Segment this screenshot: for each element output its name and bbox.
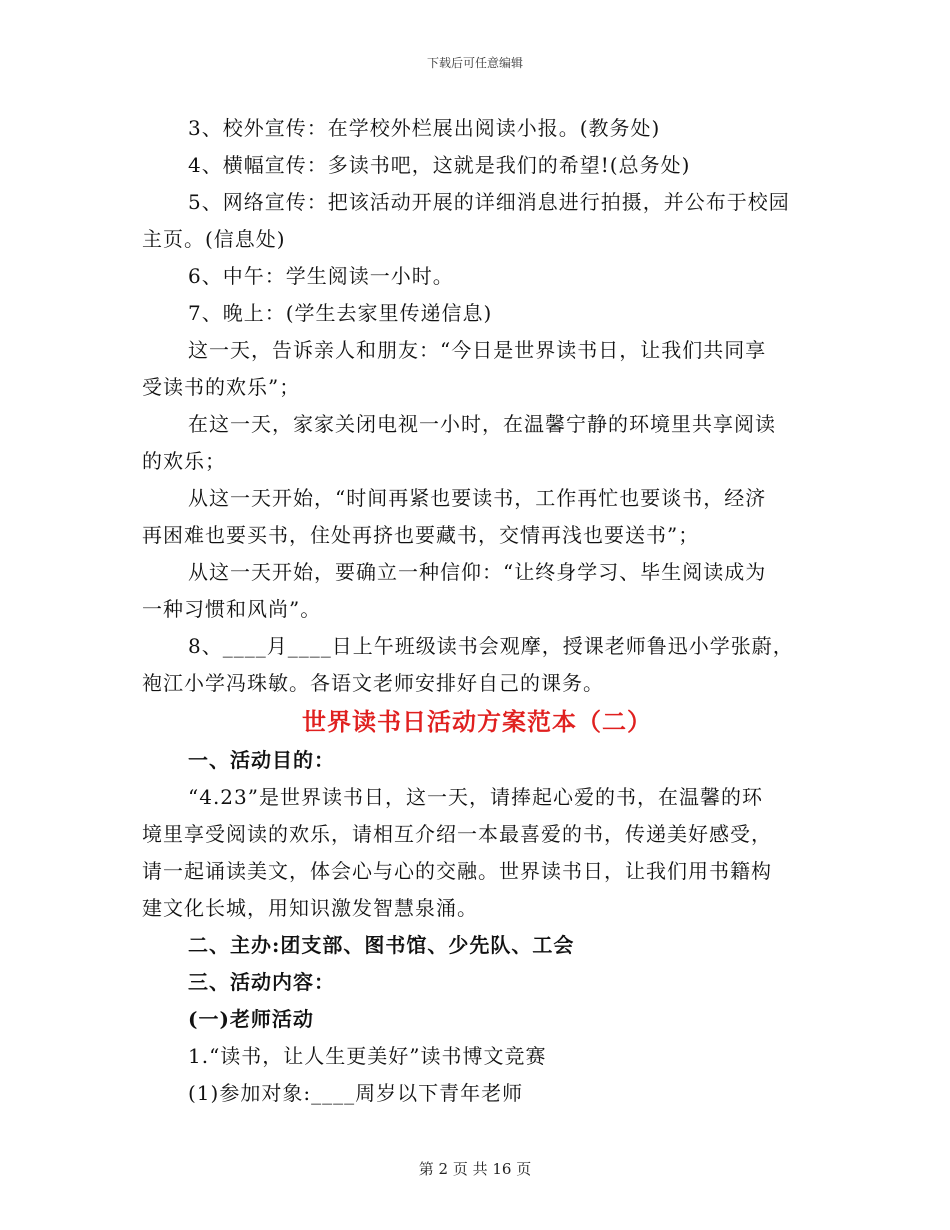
page-footer: 第 2 页 共 16 页 [418,1160,532,1178]
text-line: 建文化长城，用知识激发智慧泉涌。 [142,896,478,920]
text-line: 7、晚上：(学生去家里传递信息) [188,301,493,325]
text-line: 从这一天开始，“时间再紧也要读书，工作再忙也要谈书，经济 [188,486,767,510]
text-line: (一)老师活动 [188,1007,314,1031]
paragraphs-bottom [142,742,812,1112]
text-line: (1)参加对象:____周岁以下青年老师 [188,1081,524,1105]
text-line: 这一天，告诉亲人和朋友：“今日是世界读书日，让我们共同享 [188,338,767,362]
document-body [142,110,812,1112]
text-line: 5、网络宣传：把该活动开展的详细消息进行拍摄，并公布于校园 [188,190,790,214]
text-line: 请一起诵读美文，体会心与心的交融。世界读书日，让我们用书籍构 [142,859,772,883]
text-line: 主页。(信息处) [142,227,286,251]
text-line: 境里享受阅读的欢乐，请相互介绍一本最喜爱的书，传递美好感受， [142,822,772,846]
text-line: 二、主办:团支部、图书馆、少先队、工会 [188,933,575,957]
page-header: 下载后可任意编辑 [426,56,523,70]
text-line: 3、校外宣传：在学校外栏展出阅读小报。(教务处) [188,116,661,140]
text-line: 8、____月____日上午班级读书会观摩，授课老师鲁迅小学张蔚， [188,634,794,658]
text-line: 袍江小学冯珠敏。各语文老师安排好自己的课务。 [142,671,604,695]
text-line: 的欢乐； [142,449,226,473]
paragraphs-top [142,110,812,702]
text-line: 6、中午：学生阅读一小时。 [188,264,454,288]
text-line: 在这一天，家家关闭电视一小时，在温馨宁静的环境里共享阅读 [188,412,776,436]
text-line: 一、活动目的： [188,748,335,772]
text-line: 4、横幅宣传：多读书吧，这就是我们的希望!(总务处) [188,153,691,177]
text-line: 一种习惯和风尚”。 [142,597,322,621]
section-title: 世界读书日活动方案范本（二） [302,707,652,736]
text-line: 从这一天开始，要确立一种信仰：“让终身学习、毕生阅读成为 [188,560,767,584]
text-line: 1.“读书，让人生更美好”读书博文竞赛 [188,1044,547,1068]
text-line: 受读书的欢乐”； [142,375,301,399]
text-line: “4.23”是世界读书日，这一天，请捧起心爱的书，在温馨的环 [188,785,763,809]
text-line: 三、活动内容： [188,970,335,994]
text-line: 再困难也要买书，住处再挤也要藏书，交情再浅也要送书”； [142,523,700,547]
